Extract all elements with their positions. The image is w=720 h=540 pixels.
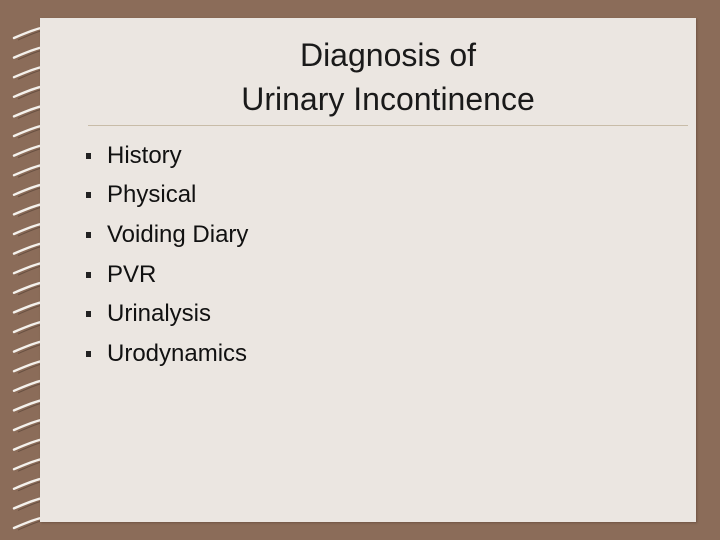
- square-bullet-icon: [86, 192, 91, 198]
- bullet-text: Urinalysis: [107, 300, 212, 328]
- bullet-list: [86, 136, 248, 374]
- bullet-text: History: [107, 141, 182, 169]
- bullet-text: Voiding Diary: [107, 220, 249, 248]
- notebook-page: [40, 18, 696, 522]
- bullet-text: Physical: [107, 181, 197, 209]
- square-bullet-icon: [86, 351, 91, 357]
- square-bullet-icon: [86, 153, 91, 159]
- square-bullet-icon: [86, 311, 91, 317]
- list-item: [86, 215, 248, 255]
- list-item: [86, 136, 248, 176]
- square-bullet-icon: [86, 232, 91, 238]
- square-bullet-icon: [86, 272, 91, 278]
- list-item: [86, 176, 248, 216]
- title-line-1: Diagnosis of: [299, 37, 477, 73]
- slide-title: [80, 33, 696, 121]
- list-item: [86, 294, 248, 334]
- list-item: [86, 334, 248, 374]
- bullet-text: Urodynamics: [107, 339, 248, 367]
- bullet-text: PVR: [107, 260, 157, 288]
- title-line-2: Urinary Incontinence: [241, 81, 535, 117]
- list-item: [86, 255, 248, 295]
- title-divider: [88, 125, 688, 126]
